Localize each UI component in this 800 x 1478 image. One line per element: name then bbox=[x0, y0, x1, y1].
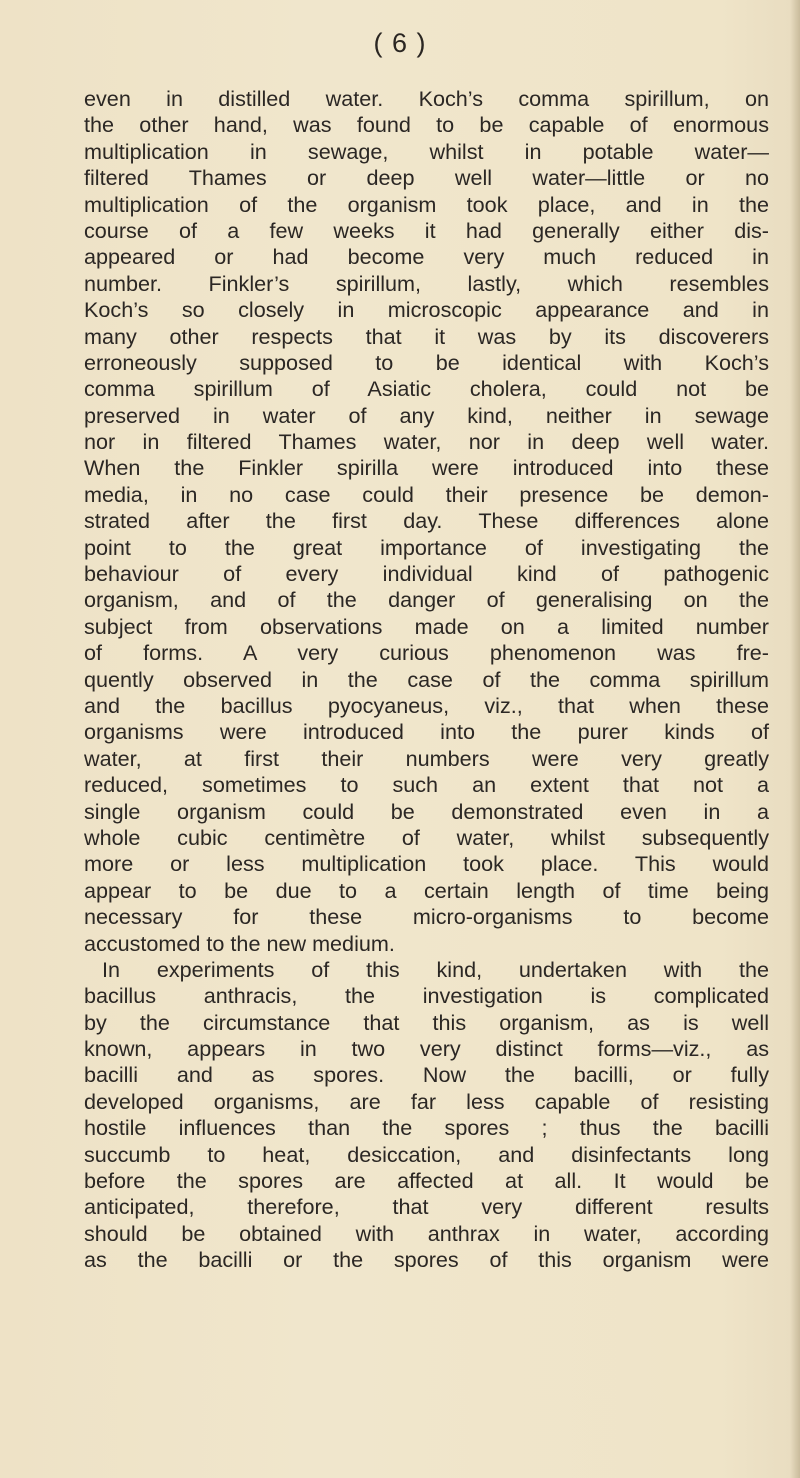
text-line: In experiments of this kind, undertaken with the bbox=[102, 956, 769, 982]
text-line: point to the great importance of investigating the bbox=[84, 534, 769, 560]
text-line: number. Finkler’s spirillum, lastly, which resembles bbox=[84, 270, 769, 296]
text-line: single organism could be demonstrated even in a bbox=[84, 798, 769, 824]
page-number: ( 6 ) bbox=[373, 28, 427, 58]
text-line: reduced, sometimes to such an extent that not a bbox=[84, 772, 769, 798]
text-line: organisms were introduced into the purer kinds of bbox=[84, 719, 769, 745]
text-line: media, in no case could their presence be demon- bbox=[84, 481, 769, 507]
text-line: by the circumstance that this organism, as is well bbox=[84, 1009, 769, 1035]
text-line: of forms. A very curious phenomenon was fre- bbox=[84, 640, 769, 666]
text-line: appear to be due to a certain length of time being bbox=[84, 877, 769, 903]
text-line: water, at first their numbers were very greatly bbox=[84, 745, 769, 771]
text-line: appeared or had become very much reduced in bbox=[84, 244, 769, 270]
text-line: subject from observations made on a limited number bbox=[84, 613, 769, 639]
text-line: course of a few weeks it had generally either dis- bbox=[84, 217, 769, 243]
text-line: and the bacillus pyocyaneus, viz., that when these bbox=[84, 692, 769, 718]
text-line: succumb to heat, desiccation, and disinfectants long bbox=[84, 1141, 769, 1167]
text-line: necessary for these micro-organisms to become bbox=[84, 904, 769, 930]
text-line: erroneously supposed to be identical with Koch’s bbox=[84, 349, 769, 375]
body-text bbox=[84, 86, 769, 1274]
text-line: the other hand, was found to be capable of enormous bbox=[84, 112, 769, 138]
text-line: preserved in water of any kind, neither in sewage bbox=[84, 402, 769, 428]
text-line: as the bacilli or the spores of this organism were bbox=[84, 1247, 769, 1273]
text-line: bacilli and as spores. Now the bacilli, or fully bbox=[84, 1062, 769, 1088]
text-line: hostile influences than the spores ; thus the bacilli bbox=[84, 1115, 769, 1141]
text-line: filtered Thames or deep well water—little or no bbox=[84, 165, 769, 191]
page-edge-shadow bbox=[790, 0, 800, 1478]
text-line: anticipated, therefore, that very different results bbox=[84, 1194, 769, 1220]
text-line: strated after the first day. These differences alone bbox=[84, 508, 769, 534]
text-line: quently observed in the case of the comma spirillum bbox=[84, 666, 769, 692]
text-line: bacillus anthracis, the investigation is complicated bbox=[84, 983, 769, 1009]
text-line: organism, and of the danger of generalising on the bbox=[84, 587, 769, 613]
text-line: more or less multiplication took place. This would bbox=[84, 851, 769, 877]
text-line: multiplication in sewage, whilst in potable water— bbox=[84, 138, 769, 164]
text-line: before the spores are affected at all. It would be bbox=[84, 1168, 769, 1194]
text-line: accustomed to the new medium. bbox=[84, 930, 395, 956]
text-line: whole cubic centimètre of water, whilst subsequently bbox=[84, 824, 769, 850]
text-line: nor in filtered Thames water, nor in deep well water. bbox=[84, 429, 769, 455]
text-line: behaviour of every individual kind of pathogenic bbox=[84, 561, 769, 587]
text-line: multiplication of the organism took place, and in the bbox=[84, 191, 769, 217]
text-line: Koch’s so closely in microscopic appearance and in bbox=[84, 297, 769, 323]
text-line: developed organisms, are far less capable of resisting bbox=[84, 1088, 769, 1114]
text-line: even in distilled water. Koch’s comma spirillum, on bbox=[84, 86, 769, 111]
text-line: comma spirillum of Asiatic cholera, could not be bbox=[84, 376, 769, 402]
text-line: When the Finkler spirilla were introduced into these bbox=[84, 455, 769, 481]
text-line: many other respects that it was by its discoverers bbox=[84, 323, 769, 349]
text-line: known, appears in two very distinct forms—viz., as bbox=[84, 1036, 769, 1062]
text-line: should be obtained with anthrax in water, according bbox=[84, 1220, 769, 1246]
